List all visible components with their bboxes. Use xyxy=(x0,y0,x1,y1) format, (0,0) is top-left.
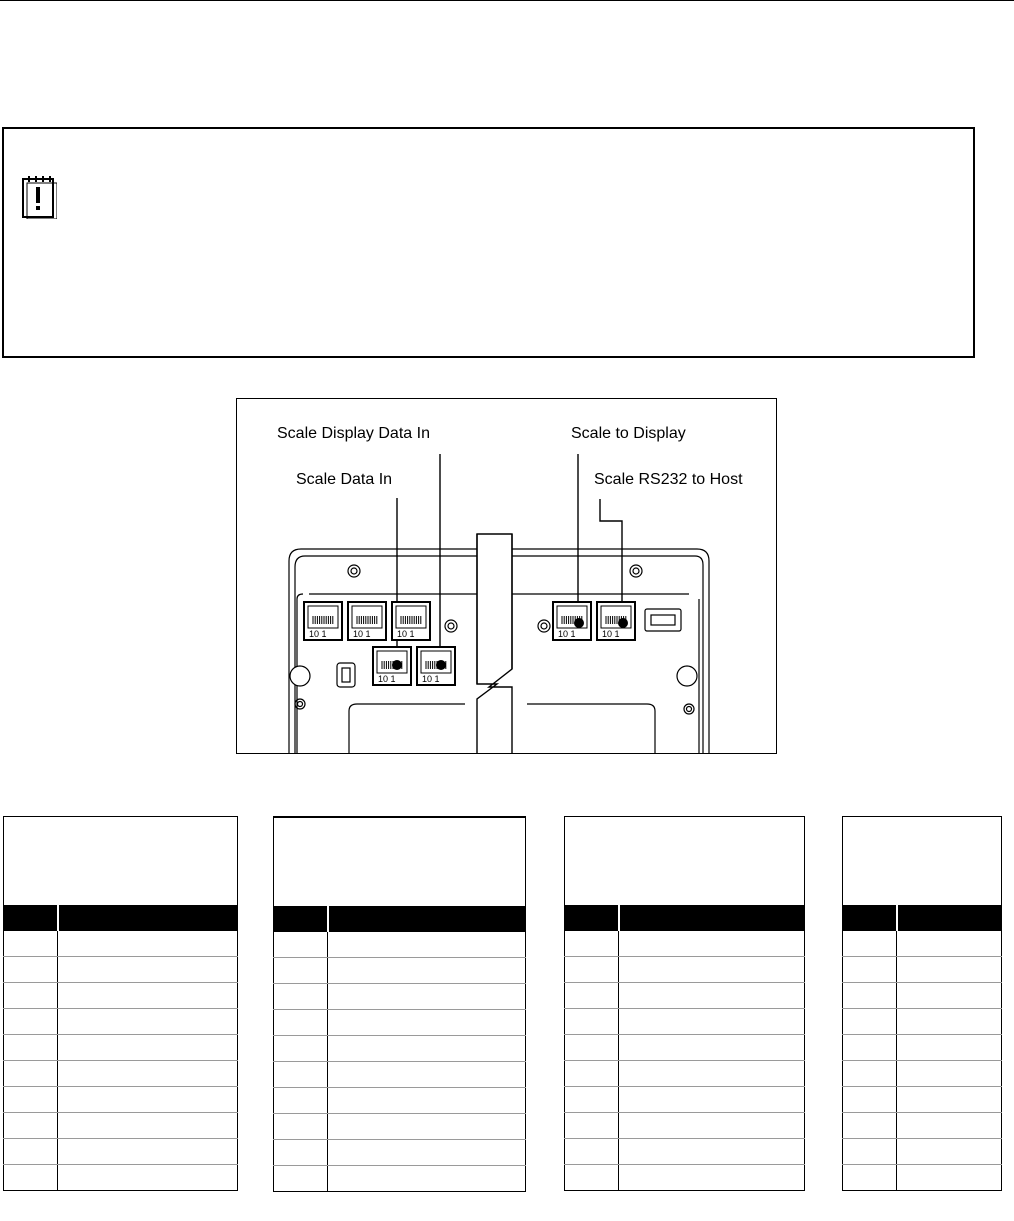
port-pin-label: 10 1 xyxy=(309,629,327,639)
table-row xyxy=(4,931,238,957)
rj-ports xyxy=(304,602,635,685)
table-row xyxy=(843,1165,1002,1191)
rj-port xyxy=(392,602,430,640)
table-row xyxy=(4,1113,238,1139)
table-row xyxy=(565,1165,805,1191)
table-row xyxy=(4,957,238,983)
table-row xyxy=(843,1009,1002,1035)
table-row xyxy=(843,1087,1002,1113)
table-row xyxy=(274,932,526,958)
table-row xyxy=(4,983,238,1009)
table-header-row xyxy=(4,905,238,931)
table-row xyxy=(565,1087,805,1113)
note-icon xyxy=(21,175,57,219)
label-scale-to-display: Scale to Display xyxy=(571,425,686,442)
table-row xyxy=(843,957,1002,983)
table-row xyxy=(4,1061,238,1087)
table-row xyxy=(274,1088,526,1114)
port-pin-label: 10 1 xyxy=(422,674,440,684)
port-marker-dot xyxy=(618,618,628,628)
table-row xyxy=(565,931,805,957)
table-row xyxy=(565,957,805,983)
table-row xyxy=(565,1113,805,1139)
table-row xyxy=(274,1062,526,1088)
table-title-row xyxy=(274,817,526,906)
right-housing xyxy=(512,549,709,754)
label-scale-data-in: Scale Data In xyxy=(296,471,393,488)
table-row xyxy=(274,1010,526,1036)
table-row xyxy=(565,1061,805,1087)
table-header-row xyxy=(274,906,526,932)
port-pin-label: 10 1 xyxy=(602,629,620,639)
table-row xyxy=(565,983,805,1009)
pinout-table-2 xyxy=(273,816,526,1192)
port-pin-label: 10 1 xyxy=(397,629,415,639)
table-row xyxy=(274,1166,526,1192)
table-row xyxy=(843,1035,1002,1061)
table-row xyxy=(4,1009,238,1035)
label-scale-rs232-to-host: Scale RS232 to Host xyxy=(594,471,743,488)
table-row xyxy=(565,1139,805,1165)
table-row xyxy=(843,1139,1002,1165)
table-row xyxy=(565,1035,805,1061)
top-rule xyxy=(0,0,1014,1)
pinout-table-1 xyxy=(3,816,238,1191)
port-pin-label: 10 1 xyxy=(378,674,396,684)
table-row xyxy=(4,1139,238,1165)
table-row xyxy=(843,1061,1002,1087)
table-title-row xyxy=(4,817,238,906)
pinout-table-3 xyxy=(564,816,805,1191)
table-header-row xyxy=(565,905,805,931)
table-row xyxy=(274,984,526,1010)
port-marker-dot xyxy=(392,660,402,670)
table-row xyxy=(565,1009,805,1035)
rj-port xyxy=(597,602,635,640)
table-row xyxy=(843,931,1002,957)
table-row xyxy=(274,1036,526,1062)
port-pin-label: 10 1 xyxy=(353,629,371,639)
table-row xyxy=(843,983,1002,1009)
table-row xyxy=(274,958,526,984)
table-title-row xyxy=(565,817,805,906)
port-marker-dot xyxy=(436,660,446,670)
rj-port xyxy=(304,602,342,640)
break-lines xyxy=(477,534,512,754)
table-header-row xyxy=(843,905,1002,931)
rj-port xyxy=(373,647,411,685)
table-row xyxy=(4,1035,238,1061)
note-box xyxy=(2,127,975,358)
port-marker-dot xyxy=(574,618,584,628)
rj-port xyxy=(553,602,591,640)
table-title-row xyxy=(843,817,1002,906)
rj-port xyxy=(417,647,455,685)
table-row xyxy=(274,1140,526,1166)
label-scale-display-data-in: Scale Display Data In xyxy=(277,425,430,442)
table-row xyxy=(4,1165,238,1191)
table-row xyxy=(843,1113,1002,1139)
port-pin-label: 10 1 xyxy=(558,629,576,639)
rj-port xyxy=(348,602,386,640)
connector-panel-figure xyxy=(236,398,777,754)
pinout-table-4 xyxy=(842,816,1002,1191)
table-row xyxy=(274,1114,526,1140)
table-row xyxy=(4,1087,238,1113)
